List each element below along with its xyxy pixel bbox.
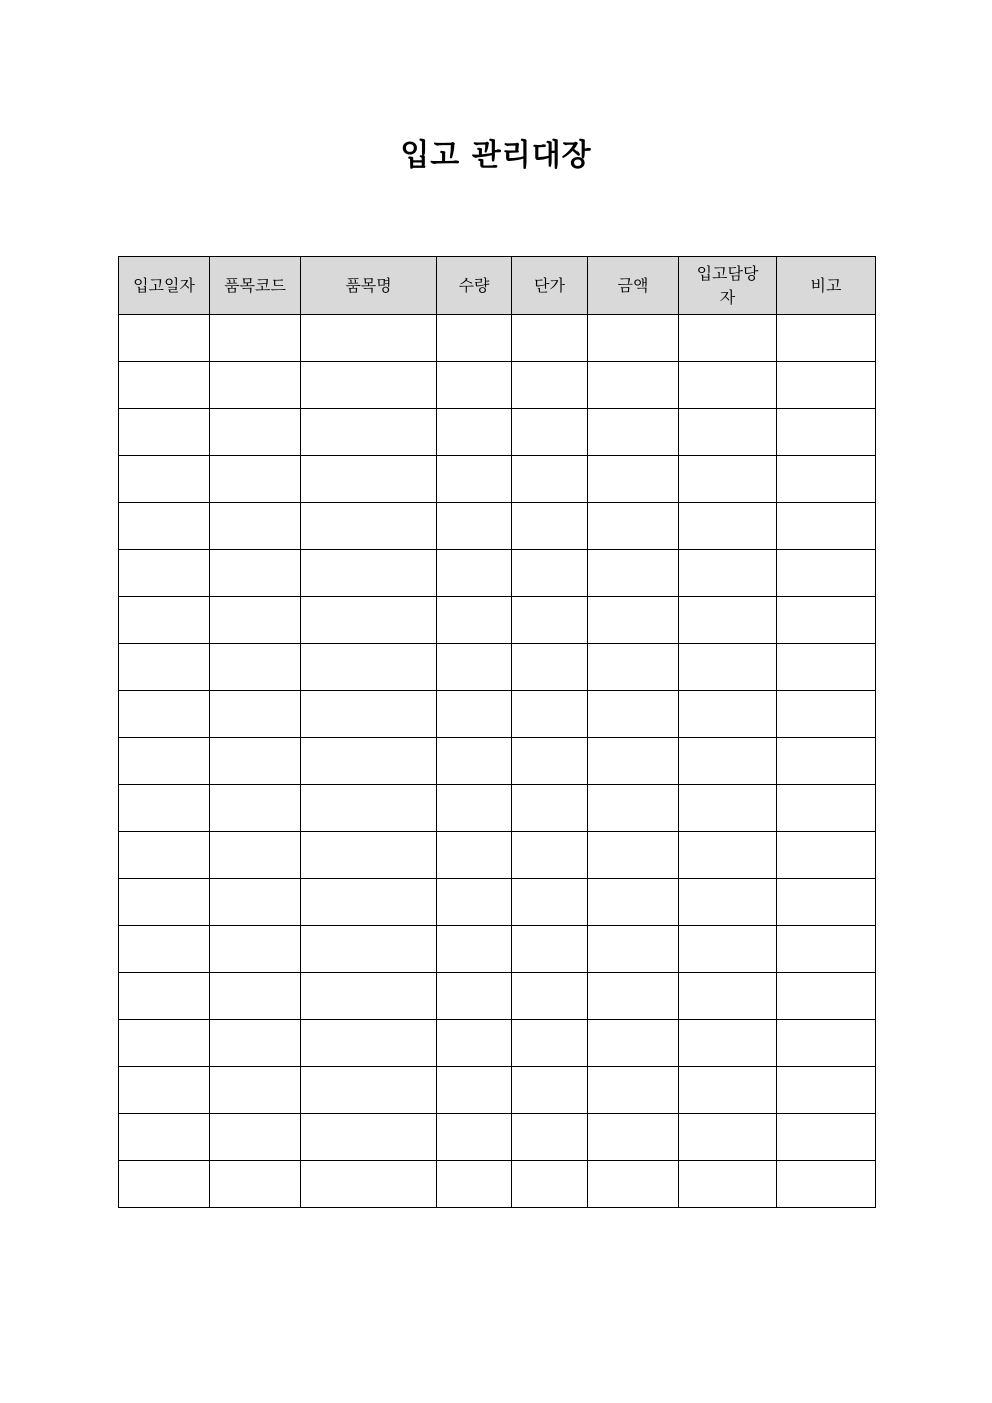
table-cell[interactable]: [679, 832, 777, 879]
table-cell[interactable]: [210, 1020, 301, 1067]
table-cell[interactable]: [210, 315, 301, 362]
table-cell[interactable]: [777, 362, 876, 409]
table-cell[interactable]: [679, 1020, 777, 1067]
table-cell[interactable]: [512, 456, 588, 503]
table-cell[interactable]: [679, 550, 777, 597]
table-cell[interactable]: [777, 1161, 876, 1208]
table-cell[interactable]: [119, 456, 210, 503]
table-row: [119, 738, 876, 785]
table-cell[interactable]: [512, 785, 588, 832]
table-cell[interactable]: [119, 738, 210, 785]
table-cell[interactable]: [512, 1020, 588, 1067]
table-cell[interactable]: [437, 409, 512, 456]
table-cell[interactable]: [679, 409, 777, 456]
table-cell[interactable]: [210, 550, 301, 597]
table-cell[interactable]: [210, 597, 301, 644]
table-cell[interactable]: [777, 973, 876, 1020]
table-cell[interactable]: [210, 1067, 301, 1114]
table-cell[interactable]: [301, 362, 437, 409]
table-cell[interactable]: [437, 1114, 512, 1161]
table-cell[interactable]: [777, 409, 876, 456]
column-header-receipt-date: 입고일자: [119, 257, 210, 315]
table-cell[interactable]: [512, 738, 588, 785]
table-cell[interactable]: [210, 362, 301, 409]
table-cell[interactable]: [512, 362, 588, 409]
table-cell[interactable]: [437, 456, 512, 503]
table-cell[interactable]: [437, 362, 512, 409]
page-title: 입고 관리대장: [400, 138, 592, 173]
table-cell[interactable]: [119, 879, 210, 926]
table-cell[interactable]: [777, 1067, 876, 1114]
table-cell[interactable]: [588, 362, 679, 409]
table-cell[interactable]: [210, 1114, 301, 1161]
table-cell[interactable]: [119, 785, 210, 832]
table-row: [119, 315, 876, 362]
table-cell[interactable]: [119, 644, 210, 691]
table-cell[interactable]: [588, 644, 679, 691]
table-cell[interactable]: [588, 1067, 679, 1114]
table-cell[interactable]: [437, 691, 512, 738]
table-cell[interactable]: [777, 879, 876, 926]
column-header-item-code: 품목코드: [210, 257, 301, 315]
table-row: [119, 785, 876, 832]
table-row: [119, 926, 876, 973]
table-cell[interactable]: [512, 409, 588, 456]
table-cell[interactable]: [679, 879, 777, 926]
table-row: [119, 362, 876, 409]
table-cell[interactable]: [301, 879, 437, 926]
table-cell[interactable]: [301, 597, 437, 644]
table-cell[interactable]: [437, 1067, 512, 1114]
table-cell[interactable]: [679, 597, 777, 644]
table-cell[interactable]: [210, 503, 301, 550]
table-cell[interactable]: [588, 456, 679, 503]
column-header-receiving-manager: 입고담당자: [679, 257, 777, 315]
table-cell[interactable]: [210, 1161, 301, 1208]
table-row: [119, 597, 876, 644]
table-cell[interactable]: [210, 409, 301, 456]
table-cell[interactable]: [679, 926, 777, 973]
table-cell[interactable]: [588, 550, 679, 597]
table-cell[interactable]: [679, 456, 777, 503]
table-cell[interactable]: [777, 926, 876, 973]
table-cell[interactable]: [588, 597, 679, 644]
table-cell[interactable]: [119, 597, 210, 644]
table-cell[interactable]: [437, 879, 512, 926]
table-cell[interactable]: [777, 785, 876, 832]
table-row: [119, 409, 876, 456]
table-cell[interactable]: [512, 879, 588, 926]
table-cell[interactable]: [119, 409, 210, 456]
table-cell[interactable]: [301, 738, 437, 785]
column-header-remarks: 비고: [777, 257, 876, 315]
table-cell[interactable]: [119, 926, 210, 973]
table-cell[interactable]: [437, 597, 512, 644]
table-cell[interactable]: [301, 785, 437, 832]
table-cell[interactable]: [301, 456, 437, 503]
table-cell[interactable]: [777, 1114, 876, 1161]
table-cell[interactable]: [588, 973, 679, 1020]
table-cell[interactable]: [119, 1114, 210, 1161]
table-cell[interactable]: [512, 1067, 588, 1114]
table-cell[interactable]: [119, 315, 210, 362]
table-cell[interactable]: [679, 973, 777, 1020]
table-cell[interactable]: [512, 597, 588, 644]
table-row: [119, 1161, 876, 1208]
table-row: [119, 691, 876, 738]
table-row: [119, 973, 876, 1020]
table-cell[interactable]: [119, 362, 210, 409]
table-cell[interactable]: [301, 550, 437, 597]
table-cell[interactable]: [512, 503, 588, 550]
table-cell[interactable]: [679, 1067, 777, 1114]
table-cell[interactable]: [588, 1020, 679, 1067]
table-cell[interactable]: [679, 691, 777, 738]
table-cell[interactable]: [437, 503, 512, 550]
table-cell[interactable]: [512, 550, 588, 597]
table-cell[interactable]: [777, 315, 876, 362]
table-cell[interactable]: [301, 1067, 437, 1114]
table-cell[interactable]: [588, 926, 679, 973]
table-cell[interactable]: [437, 785, 512, 832]
table-cell[interactable]: [679, 1161, 777, 1208]
table-cell[interactable]: [588, 503, 679, 550]
table-cell[interactable]: [301, 1020, 437, 1067]
table-cell[interactable]: [679, 785, 777, 832]
table-cell[interactable]: [301, 832, 437, 879]
table-cell[interactable]: [301, 973, 437, 1020]
table-cell[interactable]: [119, 550, 210, 597]
table-cell[interactable]: [588, 691, 679, 738]
table-cell[interactable]: [437, 1161, 512, 1208]
column-header-quantity: 수량: [437, 257, 512, 315]
table-row: [119, 1067, 876, 1114]
table-cell[interactable]: [777, 456, 876, 503]
table-cell[interactable]: [588, 879, 679, 926]
table-cell[interactable]: [301, 409, 437, 456]
table-row: [119, 644, 876, 691]
table-cell[interactable]: [119, 832, 210, 879]
table-cell[interactable]: [210, 832, 301, 879]
table-cell[interactable]: [437, 926, 512, 973]
table-cell[interactable]: [210, 879, 301, 926]
table-cell[interactable]: [119, 691, 210, 738]
table-cell[interactable]: [588, 409, 679, 456]
table-cell[interactable]: [210, 926, 301, 973]
table-row: [119, 1114, 876, 1161]
table-cell[interactable]: [437, 550, 512, 597]
table-cell[interactable]: [210, 785, 301, 832]
table-row: [119, 456, 876, 503]
table-cell[interactable]: [437, 738, 512, 785]
table-cell[interactable]: [512, 832, 588, 879]
table-cell[interactable]: [301, 315, 437, 362]
table-cell[interactable]: [512, 973, 588, 1020]
table-cell[interactable]: [588, 785, 679, 832]
table-cell[interactable]: [679, 738, 777, 785]
table-cell[interactable]: [437, 1020, 512, 1067]
table-cell[interactable]: [512, 691, 588, 738]
table-cell[interactable]: [210, 456, 301, 503]
table-cell[interactable]: [777, 597, 876, 644]
column-header-amount: 금액: [588, 257, 679, 315]
table-cell[interactable]: [119, 1161, 210, 1208]
table-cell[interactable]: [679, 362, 777, 409]
column-header-item-name: 품목명: [301, 257, 437, 315]
table-cell[interactable]: [777, 1020, 876, 1067]
table-cell[interactable]: [512, 1114, 588, 1161]
table-row: [119, 550, 876, 597]
table-cell[interactable]: [210, 691, 301, 738]
table-cell[interactable]: [210, 644, 301, 691]
table-cell[interactable]: [119, 973, 210, 1020]
table-cell[interactable]: [512, 926, 588, 973]
table-cell[interactable]: [301, 1161, 437, 1208]
table-row: [119, 832, 876, 879]
table-cell[interactable]: [679, 1114, 777, 1161]
table-cell[interactable]: [301, 644, 437, 691]
table-cell[interactable]: [777, 550, 876, 597]
table-cell[interactable]: [588, 1161, 679, 1208]
table-cell[interactable]: [588, 738, 679, 785]
table-cell[interactable]: [301, 691, 437, 738]
table-cell[interactable]: [210, 738, 301, 785]
table-cell[interactable]: [301, 926, 437, 973]
table-cell[interactable]: [119, 1067, 210, 1114]
table-cell[interactable]: [301, 1114, 437, 1161]
table-cell[interactable]: [679, 644, 777, 691]
column-header-unit-price: 단가: [512, 257, 588, 315]
table-cell[interactable]: [588, 315, 679, 362]
table-cell[interactable]: [301, 503, 437, 550]
table-cell[interactable]: [210, 973, 301, 1020]
table-cell[interactable]: [777, 503, 876, 550]
table-cell[interactable]: [512, 315, 588, 362]
table-body: [119, 315, 876, 1208]
table-cell[interactable]: [777, 644, 876, 691]
table-header-row: [119, 257, 876, 315]
table-cell[interactable]: [777, 738, 876, 785]
table-cell[interactable]: [437, 644, 512, 691]
table-cell[interactable]: [777, 691, 876, 738]
table-cell[interactable]: [512, 1161, 588, 1208]
table-cell[interactable]: [777, 832, 876, 879]
table-cell[interactable]: [588, 832, 679, 879]
table-cell[interactable]: [679, 503, 777, 550]
table-cell[interactable]: [588, 1114, 679, 1161]
table-cell[interactable]: [437, 973, 512, 1020]
receiving-ledger-table: [118, 256, 876, 1208]
table-cell[interactable]: [119, 1020, 210, 1067]
table-row: [119, 503, 876, 550]
table-row: [119, 879, 876, 926]
table-cell[interactable]: [512, 644, 588, 691]
table-cell[interactable]: [679, 315, 777, 362]
table-cell[interactable]: [437, 315, 512, 362]
table-row: [119, 1020, 876, 1067]
table-cell[interactable]: [437, 832, 512, 879]
table-cell[interactable]: [119, 503, 210, 550]
